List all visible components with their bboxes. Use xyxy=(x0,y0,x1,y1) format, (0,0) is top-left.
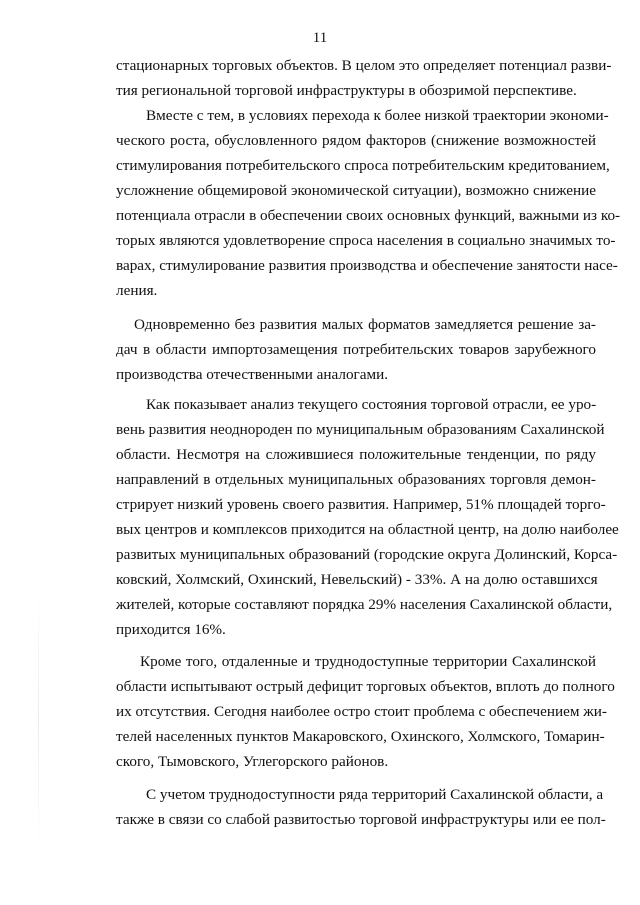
text-line: области испытывают острый дефицит торговых объектов, вплоть до полного xyxy=(116,678,615,695)
text-line: варах, стимулирование развития производства и обеспечение занятости насе- xyxy=(116,257,618,274)
text-line: усложнение общемировой экономической ситуации), возможно снижение xyxy=(116,182,596,199)
text-line: ского, Тымовского, Углегорского районов. xyxy=(116,753,389,770)
paragraph-first-line: С учетом труднодоступности ряда территорий Сахалинской области, а xyxy=(146,786,604,803)
text-line: телей населенных пунктов Макаровского, Охинского, Холмского, Томарин- xyxy=(116,728,605,745)
paragraph-first-line: Одновременно без развития малых форматов замедляется решение за- xyxy=(134,316,596,333)
text-line: жителей, которые составляют порядка 29% населения Сахалинской области, xyxy=(116,596,613,613)
text-line: потенциала отрасли в обеспечении своих основных функций, важными из ко- xyxy=(116,207,621,224)
paragraph-first-line: Кроме того, отдаленные и труднодоступные территории Сахалинской xyxy=(140,653,596,670)
text-line: вых центров и комплексов приходится на областной центр, на долю наиболее xyxy=(116,521,619,538)
page-number: 11 xyxy=(312,30,328,46)
text-line: области. Несмотря на сложившиеся положительные тенденции, по ряду xyxy=(116,446,596,463)
text-line: дач в области импортозамещения потребительских товаров зарубежного xyxy=(116,341,596,358)
text-line: торых являются удовлетворение спроса населения в социально значимых то- xyxy=(116,232,616,249)
text-line: тия региональной торговой инфраструктуры в обозримой перспективе. xyxy=(116,82,577,99)
text-line: стрирует низкий уровень своего развития. Например, 51% площадей торго- xyxy=(116,496,606,513)
text-line: их отсутствия. Сегодня наиболее остро стоит проблема с обеспечением жи- xyxy=(116,703,607,720)
text-line: стационарных торговых объектов. В целом это определяет потенциал разви- xyxy=(116,57,612,74)
text-line: ления. xyxy=(116,282,158,299)
text-line: стимулирования потребительского спроса потребительским кредитованием, xyxy=(116,157,610,174)
text-line: приходится 16%. xyxy=(116,621,226,638)
text-line: направлений в отдельных муниципальных образованиях торговля демон- xyxy=(116,471,596,488)
paragraph-first-line: Вместе с тем, в условиях перехода к более низкой траектории экономи- xyxy=(146,107,609,124)
text-line: вень развития неоднороден по муниципальным образованиям Сахалинской xyxy=(116,421,605,438)
text-line: ковский, Холмский, Охинский, Невельский) - 33%. А на долю оставшихся xyxy=(116,571,598,588)
text-line: ческого роста, обусловленного рядом факторов (снижение возможностей xyxy=(116,132,596,149)
text-line: развитых муниципальных образований (городские округа Долинский, Корса- xyxy=(116,546,618,563)
paragraph-first-line: Как показывает анализ текущего состояния торговой отрасли, ее уро- xyxy=(146,396,597,413)
scan-artifact xyxy=(38,590,39,850)
text-line: также в связи со слабой развитостью торговой инфраструктуры или ее пол- xyxy=(116,811,606,828)
text-line: производства отечественными аналогами. xyxy=(116,366,389,383)
